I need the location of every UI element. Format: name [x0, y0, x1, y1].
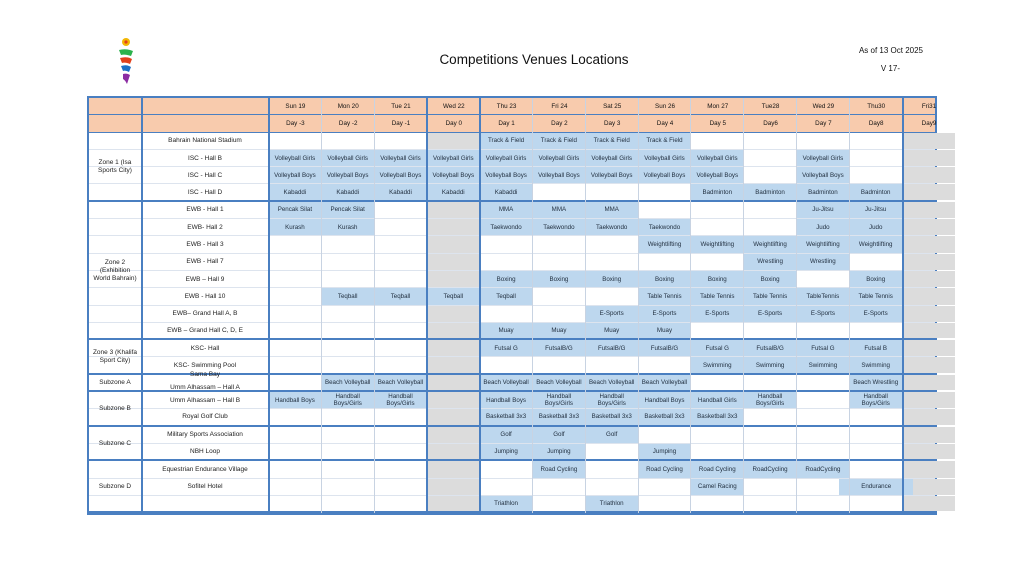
event-cell: Endurance: [839, 479, 913, 495]
table-row: [89, 370, 935, 392]
event-cell: Teqball: [322, 288, 374, 304]
venue-name: [141, 370, 269, 392]
event-cell: Kurash: [322, 219, 374, 235]
day-number-header: Day 2: [551, 119, 568, 127]
event-cell: Basketball 3x3: [586, 409, 638, 424]
day-number-header: Day 5: [709, 119, 727, 127]
venue-name: Equestrian Endurance Village: [162, 465, 248, 473]
event-cell: Beach Wrestling: [850, 375, 902, 390]
grid-line: [479, 98, 481, 513]
grey-column-band: [903, 323, 956, 338]
grey-column-band: [427, 427, 480, 443]
event-cell: Track & Field: [639, 133, 691, 149]
table-row: [89, 236, 935, 253]
table-body: [89, 133, 935, 514]
table-row: [89, 479, 935, 496]
event-cell: Golf: [533, 427, 585, 443]
grey-column-band: [903, 375, 956, 390]
venue-name: Royal Golf Club: [182, 413, 228, 421]
grey-column-band: [427, 444, 480, 459]
event-cell: Triathlon: [480, 496, 532, 511]
day-number-header: Day -1: [391, 119, 411, 127]
event-cell: Volleyball Girls: [427, 150, 479, 166]
event-cell: MMA: [533, 202, 585, 218]
grey-column-band: [903, 409, 956, 424]
event-cell: Volleyball Girls: [797, 150, 849, 166]
event-cell: Handball Girls: [691, 392, 743, 408]
grid-line: [902, 98, 904, 513]
day-date-header: Thu 23: [496, 102, 517, 110]
table-row: [89, 427, 935, 444]
event-cell: Handball Boys/Girls: [850, 392, 902, 408]
venue-name-bottom: Umm Alhassam – Hall A: [170, 384, 240, 392]
grey-column-band: [427, 219, 480, 235]
grey-column-band: [903, 392, 956, 408]
event-cell: Beach Volleyball: [322, 375, 374, 390]
event-cell: E-Sports: [691, 306, 743, 322]
grey-column-band: [903, 133, 956, 149]
event-cell: Jumping: [480, 444, 532, 459]
event-cell: Futsal G: [480, 340, 532, 356]
event-cell: Handball Boys: [639, 392, 691, 408]
table-row: [89, 271, 935, 288]
event-cell: Futsal B: [850, 340, 902, 356]
venue-name: ISC - Hall D: [187, 188, 223, 196]
grey-column-band: [903, 202, 956, 218]
day-number-header: Day -3: [286, 119, 305, 127]
day-date-header: Sun 26: [655, 102, 675, 110]
venue-name: ISC - Hall B: [188, 154, 222, 162]
grey-column-band: [427, 133, 480, 149]
event-cell: E-Sports: [639, 306, 691, 322]
event-cell: Volleyball Boys: [427, 167, 479, 183]
event-cell: Teqball: [375, 288, 427, 304]
event-cell: Volleyball Boys: [375, 167, 427, 183]
venue-name-top: Sama Bay: [190, 370, 220, 378]
event-cell: Beach Volleyball: [639, 375, 691, 390]
version-label: V 17-: [880, 64, 900, 73]
event-cell: Muay: [639, 323, 691, 338]
table-row: [89, 444, 935, 461]
grey-column-band: [903, 427, 956, 443]
venue-name: Sofitel Hotel: [187, 483, 223, 491]
day-number-header: Day6: [763, 119, 778, 127]
table-row: [89, 340, 935, 357]
venue-name: EWB– Grand Hall A, B: [172, 310, 238, 318]
grey-column-band: [427, 202, 480, 218]
venue-name: EWB - Hall 7: [186, 258, 224, 266]
event-cell: Ju-Jitsu: [797, 202, 849, 218]
event-cell: Handball Boys/Girls: [744, 392, 796, 408]
grey-column-band: [427, 254, 480, 270]
event-cell: Kabaddi: [375, 184, 427, 199]
event-cell: Kurash: [269, 219, 321, 235]
event-cell: Volleyball Boys: [322, 167, 374, 183]
event-cell: Table Tennis: [744, 288, 796, 304]
event-cell: Volleyball Boys: [586, 167, 638, 183]
event-cell: Boxing: [480, 271, 532, 287]
grey-column-band: [903, 254, 956, 270]
day-number-header: Day 4: [656, 119, 674, 127]
event-cell: Table Tennis: [850, 288, 902, 304]
grid-line: [849, 98, 850, 513]
table-row: [89, 461, 935, 478]
event-cell: FutsalB/G: [744, 340, 796, 356]
grey-column-band: [427, 496, 480, 511]
event-cell: Taekwondo: [639, 219, 691, 235]
grey-column-band: [427, 392, 480, 408]
grey-column-band: [903, 184, 956, 199]
grey-column-band: [427, 340, 480, 356]
event-cell: Swimming: [691, 357, 743, 372]
event-cell: E-Sports: [586, 306, 638, 322]
event-cell: Volleyball Girls: [639, 150, 691, 166]
event-cell: Swimming: [797, 357, 849, 372]
venue-name: EWB – Grand Hall C, D, E: [167, 327, 243, 334]
event-cell: Kabaddi: [427, 184, 479, 199]
event-cell: Kabaddi: [480, 184, 532, 199]
event-cell: Judo: [850, 219, 902, 235]
zone-label: Subzone B: [99, 405, 131, 413]
table-row: [89, 202, 935, 219]
table-row: [89, 306, 935, 323]
venue-name: [141, 496, 269, 511]
grey-column-band: [427, 409, 480, 424]
event-cell: Badminton: [797, 184, 849, 199]
event-cell: Golf: [480, 427, 532, 443]
event-cell: RoadCycling: [797, 461, 849, 477]
venue-name: ISC - Hall C: [187, 171, 223, 179]
header-row-dates: [89, 98, 935, 115]
venue-name: EWB – Hall 9: [185, 275, 225, 283]
zone-label: Zone 2 (Exhibition World Bahrain): [93, 258, 137, 282]
zone-label: Zone 3 (Khalifa Sport City): [92, 349, 138, 365]
grid-line: [268, 98, 270, 513]
event-cell: Judo: [797, 219, 849, 235]
event-cell: Futsal G: [691, 340, 743, 356]
event-cell: Wrestling: [744, 254, 796, 270]
event-cell: Muay: [533, 323, 585, 338]
grid-line: [141, 98, 143, 513]
event-cell: E-Sports: [744, 306, 796, 322]
event-cell: Weightlifting: [850, 236, 902, 252]
event-cell: Volleyball Boys: [797, 167, 849, 183]
event-cell: Camel Racing: [691, 479, 743, 495]
table-row: [89, 133, 935, 150]
event-cell: Basketball 3x3: [533, 409, 585, 424]
day-date-header: Thu30: [867, 102, 886, 110]
grey-column-band: [903, 167, 956, 183]
event-cell: Road Cycling: [691, 461, 743, 477]
day-number-header: Day9: [921, 119, 937, 127]
day-number-header: Day 1: [498, 119, 515, 127]
grid-line: [532, 98, 533, 513]
venue-name: KSC- Swimming Pool: [173, 361, 237, 369]
event-cell: Boxing: [639, 271, 691, 287]
event-cell: Volleyball Girls: [691, 150, 743, 166]
event-cell: Volleyball Girls: [533, 150, 585, 166]
grey-column-band: [427, 375, 480, 390]
day-date-header: Tue 21: [391, 102, 411, 110]
grey-column-band: [427, 271, 480, 287]
grey-column-band: [427, 357, 480, 372]
table-row: [89, 288, 935, 305]
grey-column-band: [903, 219, 956, 235]
grey-column-band: [427, 461, 480, 477]
event-cell: Boxing: [691, 271, 743, 287]
event-cell: Handball Boys: [269, 392, 321, 408]
table-row: [89, 219, 935, 236]
grey-column-band: [903, 306, 956, 322]
day-number-header: Day 7: [815, 119, 832, 127]
table-row: [89, 184, 935, 201]
event-cell: Beach Volleyball: [480, 375, 532, 390]
event-cell: Track & Field: [533, 133, 585, 149]
venue-name: Umm Alhassam – Hall B: [169, 396, 241, 404]
day-number-header: Day8: [868, 119, 884, 127]
event-cell: FutsalB/G: [533, 340, 585, 356]
event-cell: Futsal G: [797, 340, 849, 356]
event-cell: Volleyball Boys: [480, 167, 532, 183]
table-row: [89, 392, 935, 409]
event-cell: Badminton: [744, 184, 796, 199]
zone-label: Subzone A: [99, 379, 131, 387]
event-cell: Weightlifting: [639, 236, 691, 252]
event-cell: Table Tennis: [639, 288, 691, 304]
grey-column-band: [903, 444, 956, 459]
event-cell: Handball Boys/Girls: [322, 392, 374, 408]
header-row-days: [89, 115, 935, 132]
event-cell: Wrestling: [797, 254, 849, 270]
grid-line: [690, 98, 691, 513]
day-number-header: Day 0: [445, 119, 463, 127]
event-cell: Taekwondo: [480, 219, 532, 235]
event-cell: Handball Boys: [480, 392, 532, 408]
zone-label: Subzone C: [98, 439, 132, 447]
event-cell: Golf: [586, 427, 638, 443]
event-cell: Volleyball Girls: [322, 150, 374, 166]
grey-column-band: [427, 306, 480, 322]
table-row: [89, 167, 935, 184]
event-cell: Volleyball Girls: [480, 150, 532, 166]
event-cell: Boxing: [744, 271, 796, 287]
grey-column-band: [427, 236, 480, 252]
event-cell: Beach Volleyball: [586, 375, 638, 390]
event-cell: Volleyball Boys: [269, 167, 321, 183]
event-cell: Muay: [480, 323, 532, 338]
venue-name: NBH Loop: [190, 448, 220, 456]
event-cell: Badminton: [691, 184, 743, 199]
venue-name: Bahrain National Stadium: [168, 137, 242, 145]
event-cell: Road Cycling: [639, 461, 691, 477]
venues-schedule-table: [87, 96, 937, 515]
event-cell: Ju-Jitsu: [850, 202, 902, 218]
event-cell: Taekwondo: [586, 219, 638, 235]
event-cell: Handball Boys/Girls: [375, 392, 427, 408]
event-cell: E-Sports: [850, 306, 902, 322]
event-cell: Kabaddi: [269, 184, 321, 199]
event-cell: RoadCycling: [744, 461, 796, 477]
event-cell: Jumping: [639, 444, 691, 459]
event-cell: Volleyball Girls: [375, 150, 427, 166]
grey-column-band: [903, 288, 956, 304]
event-cell: Volleyball Boys: [691, 167, 743, 183]
day-date-header: Fri31: [921, 102, 937, 110]
day-date-header: Wed 29: [812, 102, 835, 110]
zone-label: Zone 1 (Isa Sports City): [98, 159, 132, 175]
event-cell: Pencak Silat: [269, 202, 321, 218]
grey-column-band: [427, 323, 480, 338]
grey-column-band: [903, 340, 956, 356]
event-cell: Weightlifting: [744, 236, 796, 252]
event-cell: Volleyball Boys: [533, 167, 585, 183]
event-cell: Jumping: [533, 444, 585, 459]
table-row: [89, 496, 935, 513]
event-cell: TableTennis: [797, 288, 849, 304]
event-cell: Volleyball Girls: [586, 150, 638, 166]
event-cell: Handball Boys/Girls: [533, 392, 585, 408]
event-cell: Volleyball Girls: [269, 150, 321, 166]
grid-line: [426, 98, 428, 513]
event-cell: Table Tennis: [691, 288, 743, 304]
table-row: [89, 254, 935, 271]
event-cell: Handball Boys/Girls: [586, 392, 638, 408]
event-cell: Track & Field: [586, 133, 638, 149]
event-cell: Teqball: [480, 288, 532, 304]
grey-column-band: [903, 236, 956, 252]
venue-name: EWB - Hall 10: [184, 292, 226, 300]
grey-column-band: [903, 357, 956, 372]
grey-column-band: [903, 496, 956, 511]
venue-name: EWB - Hall 1: [186, 206, 224, 214]
event-cell: Boxing: [586, 271, 638, 287]
day-date-header: Mon 27: [707, 102, 729, 110]
event-cell: Beach Volleyball: [533, 375, 585, 390]
day-date-header: Tue28: [761, 102, 780, 110]
event-cell: Weightlifting: [797, 236, 849, 252]
venue-name: Military Sports Association: [167, 431, 243, 439]
day-number-header: Day -2: [338, 119, 358, 127]
day-date-header: Sun 19: [285, 102, 306, 110]
grid-line: [321, 98, 322, 513]
grid-line: [796, 98, 797, 513]
venue-name: EWB - Hall 3: [186, 241, 224, 249]
event-cell: MMA: [480, 202, 532, 218]
event-cell: Weightlifting: [691, 236, 743, 252]
table-row: [89, 323, 935, 340]
venue-name: KSC- Hall: [190, 344, 220, 352]
day-date-header: Mon 20: [337, 102, 359, 110]
event-cell: Basketball 3x3: [639, 409, 691, 424]
event-cell: Road Cycling: [533, 461, 585, 477]
table-row: [89, 409, 935, 426]
event-cell: Taekwondo: [533, 219, 585, 235]
event-cell: Triathlon: [586, 496, 638, 511]
event-cell: MMA: [586, 202, 638, 218]
zone-label: Subzone D: [98, 483, 132, 491]
event-cell: FutsalB/G: [586, 340, 638, 356]
event-cell: Volleyball Boys: [639, 167, 691, 183]
event-cell: Track & Field: [480, 133, 532, 149]
event-cell: Swimming: [850, 357, 902, 372]
table-row: [89, 150, 935, 167]
event-cell: Beach Volleyball: [375, 375, 427, 390]
grid-line: [743, 98, 744, 513]
event-cell: Teqball: [427, 288, 479, 304]
grid-line: [374, 98, 375, 513]
grid-line: [638, 98, 639, 513]
day-date-header: Wed 22: [442, 102, 465, 110]
event-cell: Kabaddi: [322, 184, 374, 199]
event-cell: Basketball 3x3: [480, 409, 532, 424]
page-title: Competitions Venues Locations: [439, 52, 629, 67]
event-cell: E-Sports: [797, 306, 849, 322]
event-cell: FutsalB/G: [639, 340, 691, 356]
event-cell: Basketball 3x3: [691, 409, 743, 424]
event-cell: Badminton: [850, 184, 902, 199]
as-of-date: As of 13 Oct 2025: [858, 46, 923, 55]
event-cell: Pencak Silat: [322, 202, 374, 218]
grid-line: [585, 98, 586, 513]
event-cell: Boxing: [850, 271, 902, 287]
day-date-header: Sat 25: [603, 102, 622, 110]
event-cell: Boxing: [533, 271, 585, 287]
day-date-header: Fri 24: [551, 102, 568, 110]
grey-column-band: [903, 271, 956, 287]
grey-column-band: [903, 150, 956, 166]
venue-name: EWB- Hall 2: [187, 223, 223, 231]
event-cell: Muay: [586, 323, 638, 338]
event-cell: Swimming: [744, 357, 796, 372]
day-number-header: Day 3: [603, 119, 621, 127]
grey-column-band: [903, 461, 956, 477]
grey-column-band: [427, 479, 480, 495]
